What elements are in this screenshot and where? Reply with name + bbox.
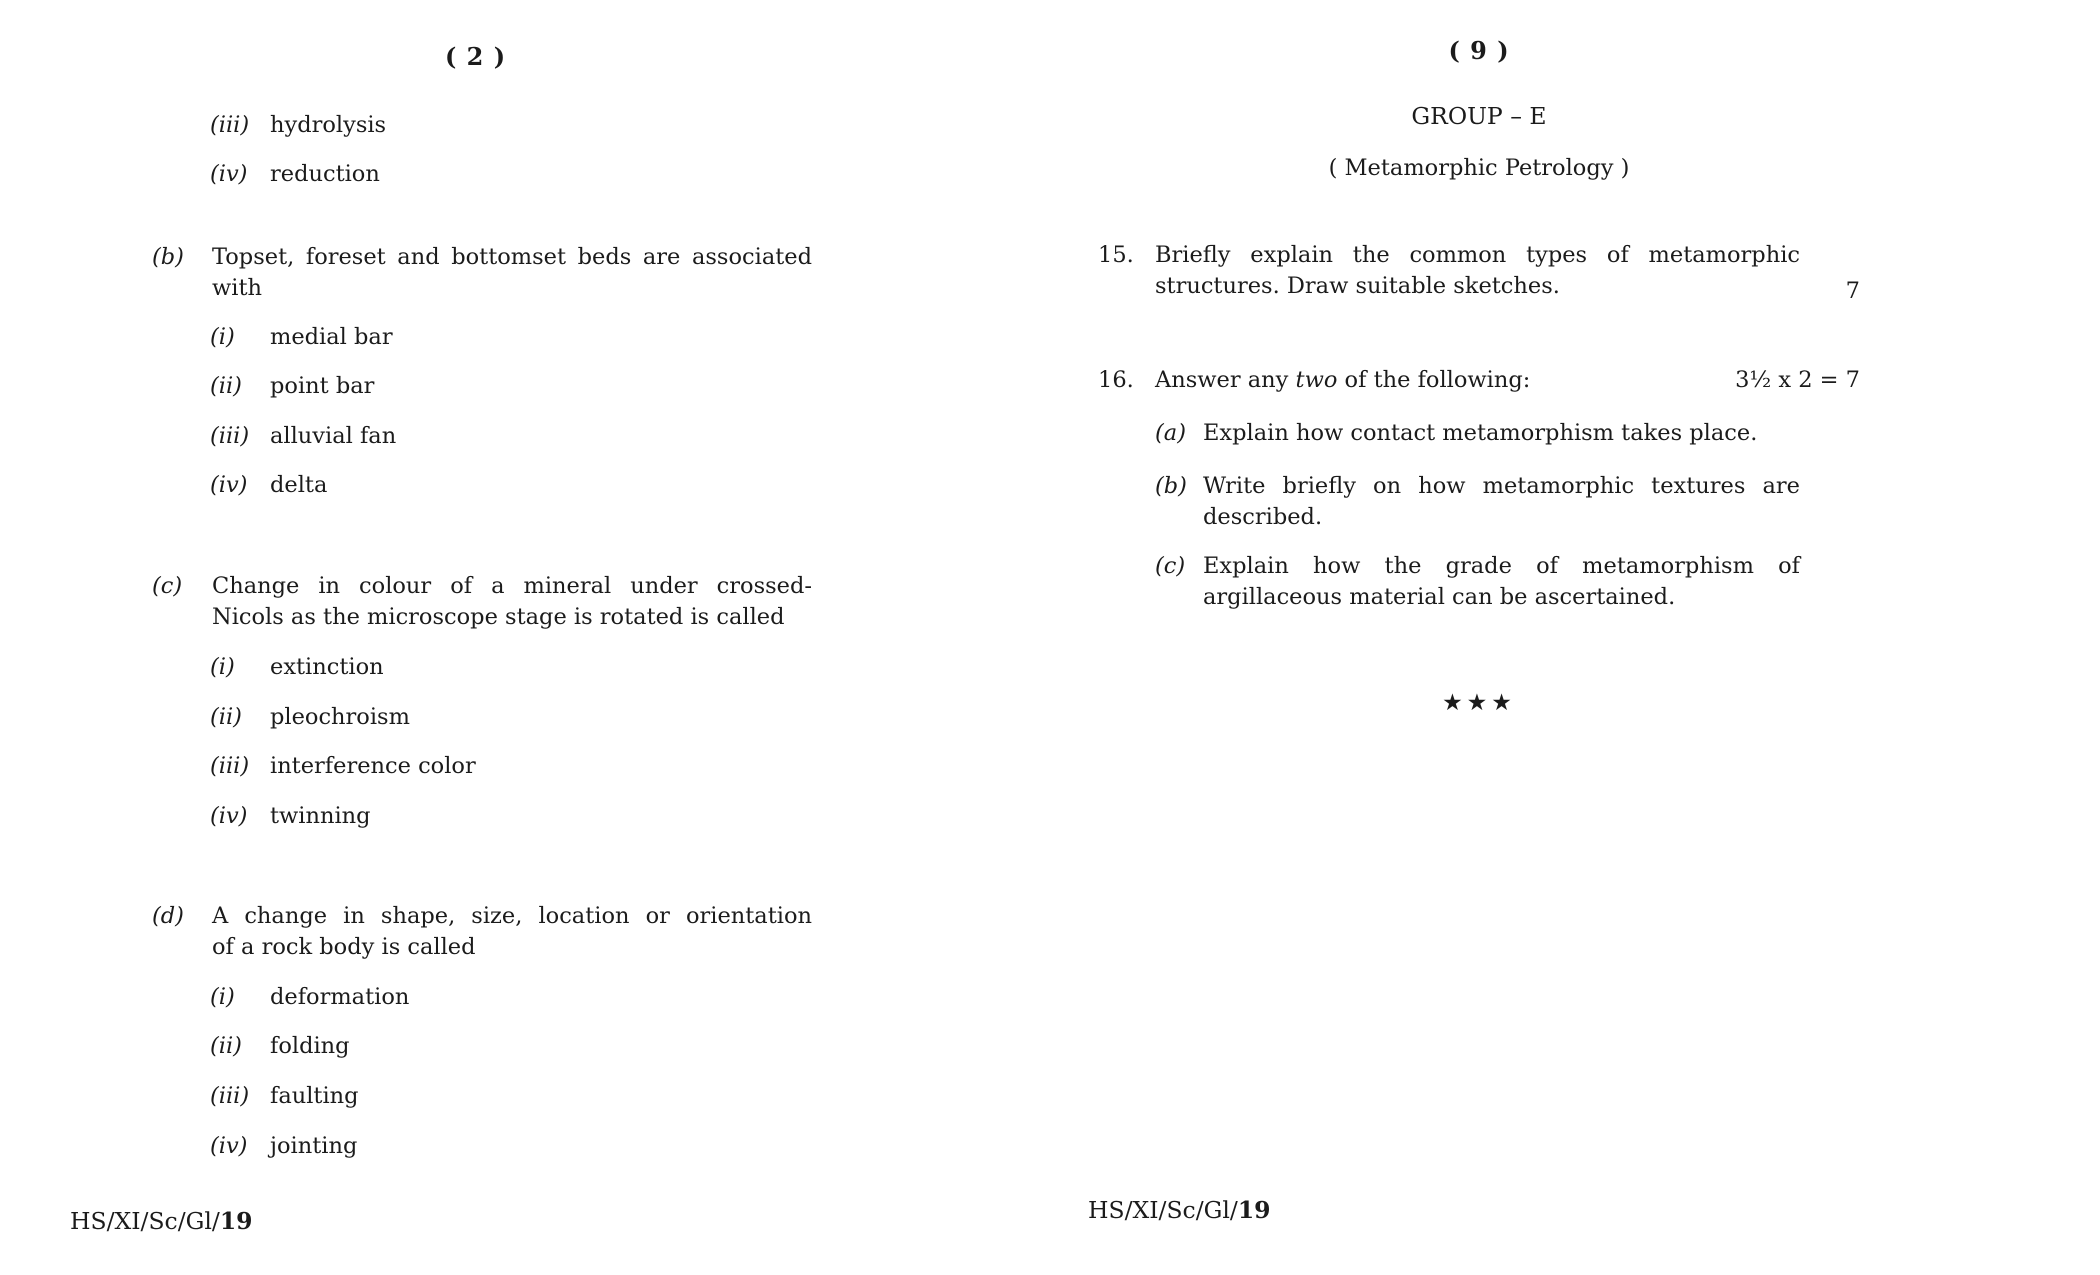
option-label: deformation (270, 984, 410, 1010)
option-row (210, 110, 386, 140)
marks-formula: 3½ x 2 = 7 (1735, 367, 1860, 393)
option-label: interference color (270, 753, 476, 779)
option-label: medial bar (270, 324, 393, 350)
question-number: 16. (1098, 367, 1134, 393)
question-line: of a rock body is called (212, 934, 476, 960)
option-row (210, 322, 393, 352)
page-number: ( 9 ) (1448, 36, 1510, 65)
option-label: alluvial fan (270, 423, 397, 449)
subquestion-line: described. (1203, 504, 1323, 530)
option-marker: (iii) (210, 423, 250, 449)
question-line: Briefly explain the common types of metamorphic (1155, 242, 1800, 268)
question-marker: (b) (152, 244, 184, 270)
option-marker: (iv) (210, 161, 248, 187)
option-label: pleochroism (270, 704, 410, 730)
subquestion-line: Explain how the grade of metamorphism of (1203, 553, 1800, 579)
question-line: with (212, 275, 262, 301)
option-marker: (iv) (210, 803, 248, 829)
option-row (210, 1131, 357, 1161)
option-row (210, 159, 380, 189)
option-row (210, 371, 374, 401)
subquestion-marker: (a) (1155, 420, 1186, 446)
option-marker: (iii) (210, 1083, 250, 1109)
option-row (210, 1081, 359, 1111)
intro-suffix: of the following: (1337, 367, 1531, 393)
option-row (210, 470, 327, 500)
question-d (152, 901, 812, 963)
option-row (210, 982, 409, 1012)
option-label: point bar (270, 373, 375, 399)
page-right (1050, 0, 2100, 1275)
option-marker: (iv) (210, 472, 248, 498)
option-marker: (iii) (210, 753, 250, 779)
option-label: hydrolysis (270, 112, 387, 138)
intro-prefix: Answer any (1155, 367, 1296, 393)
paper-code: HS/XI/Sc/Gl/ (1088, 1196, 1238, 1224)
option-marker: (ii) (210, 373, 242, 399)
subquestion-b (1155, 471, 1800, 533)
option-label: extinction (270, 654, 384, 680)
subquestion-line: Write briefly on how metamorphic textures are (1203, 473, 1800, 499)
option-marker: (i) (210, 324, 235, 350)
marks-value: 7 (1845, 278, 1860, 304)
page-number: ( 2 ) (444, 42, 507, 71)
group-subtitle: ( Metamorphic Petrology ) (1328, 155, 1630, 181)
option-marker: (ii) (210, 704, 242, 730)
question-c (152, 571, 812, 633)
subquestion-marker: (b) (1155, 473, 1187, 499)
question-marker: (d) (152, 903, 184, 929)
question-marker: (c) (152, 573, 183, 599)
option-label: folding (270, 1033, 350, 1059)
intro-emphasis: two (1295, 367, 1338, 393)
question-number: 15. (1098, 242, 1134, 268)
subquestion-line: argillaceous material can be ascertained. (1203, 584, 1676, 610)
question-line: A change in shape, size, location or orientation (212, 903, 812, 929)
option-label: jointing (270, 1133, 358, 1159)
option-row (210, 652, 384, 682)
subquestion-marker: (c) (1155, 553, 1186, 579)
option-row (210, 421, 396, 451)
subquestion-a (1155, 418, 1800, 449)
option-marker: (iv) (210, 1133, 248, 1159)
option-label: delta (270, 472, 328, 498)
question-line: Change in colour of a mineral under crossed- (212, 573, 812, 599)
paper-year: 19 (219, 1207, 253, 1235)
option-label: faulting (270, 1083, 359, 1109)
paper-code-footer (1088, 1196, 1271, 1224)
option-marker: (ii) (210, 1033, 242, 1059)
subquestion-line: Explain how contact metamorphism takes place. (1203, 420, 1758, 446)
option-row (210, 751, 476, 781)
paper-code-footer (70, 1207, 253, 1235)
option-row (210, 702, 410, 732)
question-line: structures. Draw suitable sketches. (1155, 273, 1560, 299)
question-line: Topset, foreset and bottomset beds are associated (212, 244, 812, 270)
end-of-paper-stars: ★★★ (1442, 690, 1516, 716)
option-row (210, 801, 371, 831)
subquestion-c (1155, 551, 1800, 613)
question-b (152, 242, 812, 304)
option-marker: (i) (210, 654, 235, 680)
group-title: GROUP – E (1411, 102, 1547, 130)
option-marker: (iii) (210, 112, 250, 138)
paper-code: HS/XI/Sc/Gl/ (70, 1207, 220, 1235)
option-label: twinning (270, 803, 371, 829)
option-marker: (i) (210, 984, 235, 1010)
question-line: Nicols as the microscope stage is rotated is called (212, 604, 785, 630)
option-label: reduction (270, 161, 380, 187)
option-row (210, 1031, 350, 1061)
paper-year: 19 (1237, 1196, 1271, 1224)
